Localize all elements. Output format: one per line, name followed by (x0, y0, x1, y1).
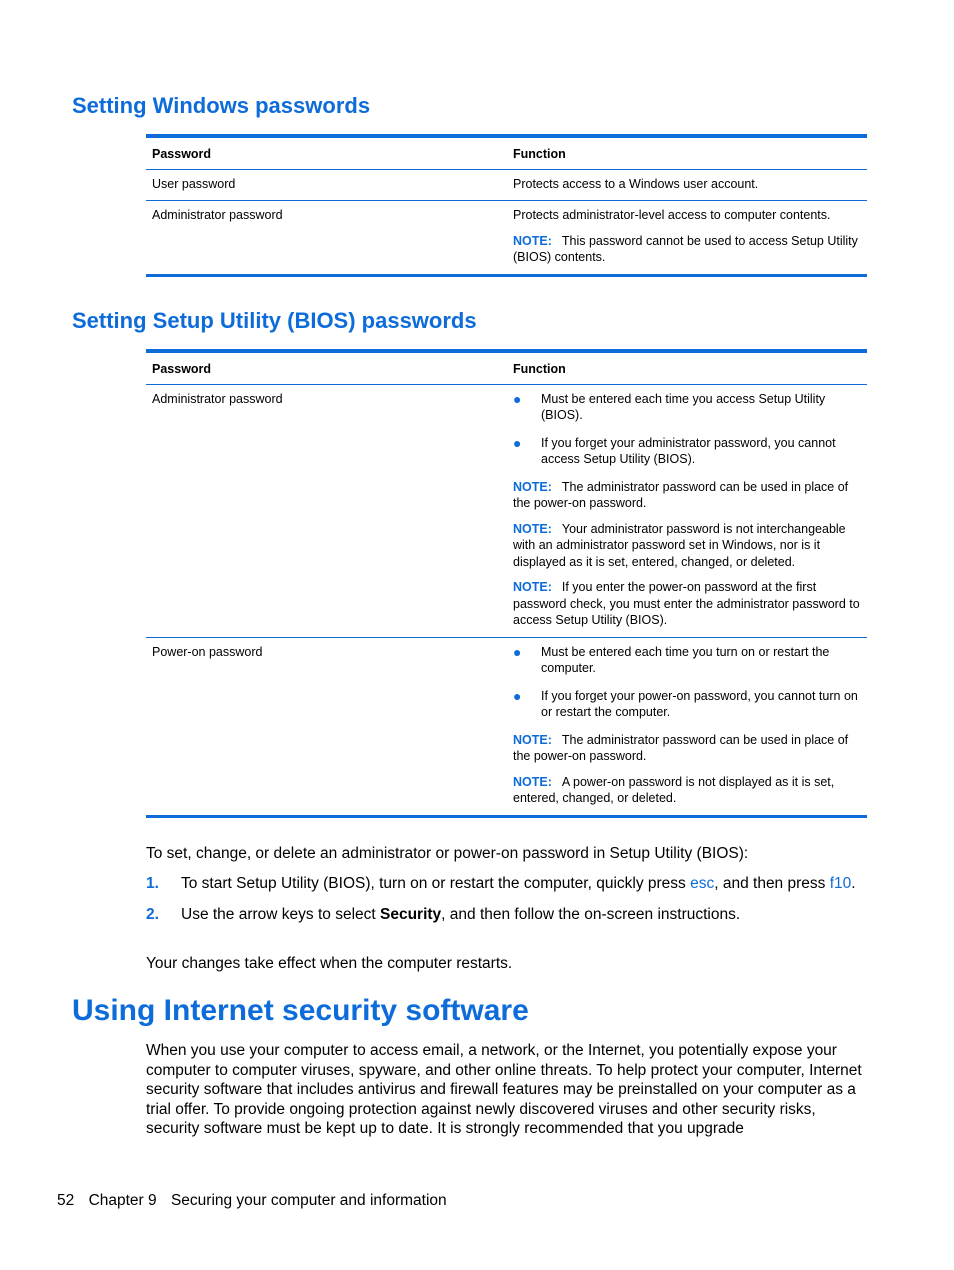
page-footer (57, 1192, 457, 1210)
note (513, 774, 861, 807)
function-cell: Protects access to a Windows user account. (507, 169, 867, 201)
bullet-list (513, 391, 861, 468)
password-cell: Power-on password (146, 637, 507, 816)
note (513, 479, 861, 512)
chapter-label: Chapter 9 (88, 1192, 157, 1209)
bullet-icon: ● (513, 434, 522, 451)
list-item (513, 644, 861, 677)
table-row (146, 201, 867, 276)
bullet-icon: ● (513, 643, 522, 660)
table-header-row (146, 136, 867, 169)
list-item (513, 688, 861, 721)
outro-paragraph: Your changes take effect when the computer restarts. (146, 955, 513, 972)
section-heading-bios-passwords: Setting Setup Utility (BIOS) passwords (72, 308, 477, 333)
section-heading-internet-security: Using Internet security software (72, 994, 529, 1027)
column-header-password: Password (146, 351, 507, 384)
function-cell (507, 637, 867, 816)
note-label: NOTE: (513, 479, 552, 494)
page-number: 52 (57, 1192, 75, 1209)
bullet-text: Must be entered each time you turn on or restart the computer. (541, 644, 830, 675)
section-heading-windows-passwords: Setting Windows passwords (72, 93, 371, 118)
note-text: The administrator password can be used in place of the power-on password. (513, 479, 849, 510)
note-text: A power-on password is not displayed as it is set, entered, changed, or deleted. (513, 774, 835, 805)
step-number: 1. (146, 875, 159, 892)
step-text: , and then press (714, 875, 830, 892)
list-item (513, 435, 861, 468)
column-header-function: Function (507, 136, 867, 169)
function-text: Protects administrator-level access to computer contents. (513, 208, 831, 222)
password-cell: Administrator password (146, 201, 507, 276)
bullet-text: If you forget your power-on password, you cannot turn on or restart the computer. (541, 688, 858, 719)
step-text: To start Setup Utility (BIOS), turn on or restart the computer, quickly press (181, 875, 691, 892)
table-row (146, 169, 867, 201)
step-text: , and then follow the on-screen instructions. (441, 905, 741, 923)
bullet-list (513, 644, 861, 721)
note (513, 579, 861, 629)
note (513, 233, 861, 266)
note-label: NOTE: (513, 732, 552, 747)
function-cell (507, 384, 867, 637)
step-bold-text: Security (380, 905, 442, 923)
note (513, 732, 861, 765)
table-header-row (146, 351, 867, 384)
table-row (146, 384, 867, 637)
list-item (513, 391, 861, 424)
bullet-text: If you forget your administrator password, you cannot access Setup Utility (BIOS). (541, 435, 836, 466)
step-text: . (851, 875, 856, 892)
note-label: NOTE: (513, 580, 552, 594)
chapter-title: Securing your computer and information (170, 1192, 447, 1209)
windows-passwords-table (146, 134, 867, 277)
step-number: 2. (146, 905, 159, 923)
note-text: The administrator password can be used in place of the power-on password. (513, 732, 849, 763)
bullet-text: Must be entered each time you access Setup Utility (BIOS). (541, 391, 826, 422)
steps-list (146, 874, 867, 924)
bullet-icon: ● (513, 687, 522, 704)
note-label: NOTE: (513, 774, 552, 789)
password-cell: User password (146, 169, 507, 201)
list-item (146, 874, 867, 894)
table-row (146, 637, 867, 816)
key-f10: f10 (829, 875, 852, 892)
note-text: This password cannot be used to access Setup Utility (BIOS) contents. (513, 233, 858, 264)
note (513, 521, 861, 571)
bios-passwords-table (146, 349, 867, 818)
note-text: If you enter the power-on password at the first password check, you must enter the administrator password to access Setup Utility (BIOS). (513, 580, 860, 627)
column-header-password: Password (146, 136, 507, 169)
internet-security-paragraph: When you use your computer to access email, a network, or the Internet, you potentially expose your computer to computer viruses, spyware, and other online threats. To help protect your computer, Internet security software that includes antivirus and firewall features may be preinstalled on your computer as a trial offer. To provide ongoing protection against newly discovered viruses and other security risks, security software must be kept up to date. It is strongly recommended that you upgrade (146, 1042, 862, 1137)
list-item (146, 905, 867, 925)
note-text: Your administrator password is not interchangeable with an administrator password set in Windows, nor is it displayed as it is set, entered, changed, or deleted. (513, 521, 846, 569)
key-esc: esc (690, 875, 715, 892)
note-label: NOTE: (513, 233, 552, 248)
bullet-icon: ● (513, 390, 522, 407)
column-header-function: Function (507, 351, 867, 384)
function-cell (507, 201, 867, 276)
intro-paragraph: To set, change, or delete an administrator or power-on password in Setup Utility (BIOS): (146, 845, 749, 862)
step-text: Use the arrow keys to select (181, 905, 380, 923)
note-label: NOTE: (513, 521, 552, 536)
password-cell: Administrator password (146, 384, 507, 637)
